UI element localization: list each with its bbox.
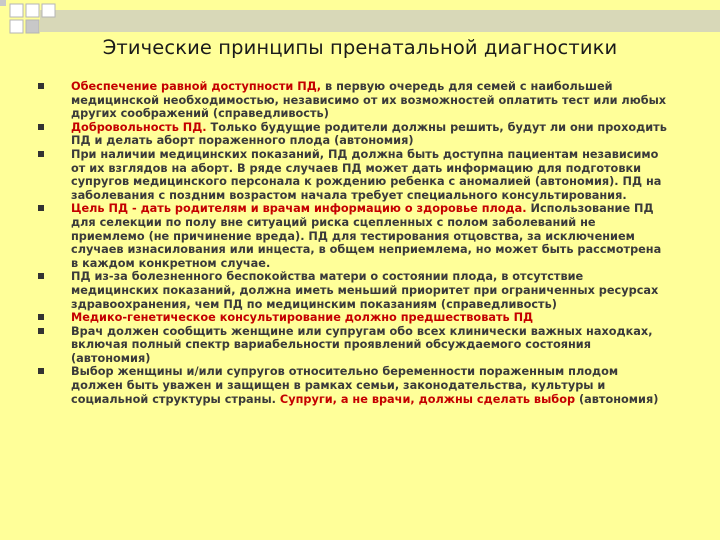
bullet-text: ПД из-за болезненного беспокойства матери о состоянии плода, в отсутствие медицинских показаний, должна иметь меньший приоритет при ограниченных ресурсах здравоохранения, чем ПД по медицинским показаниям (справедливость) — [71, 270, 659, 311]
decor-square — [10, 20, 23, 33]
bullet-item — [38, 270, 668, 311]
bullet-item — [38, 325, 668, 366]
top-decor-bar — [40, 10, 720, 32]
bullet-item — [38, 365, 668, 406]
bullet-marker-icon — [38, 83, 44, 89]
decor-square — [10, 4, 23, 17]
bullet-marker-icon — [38, 273, 44, 279]
bullet-text: Только будущие родители должны решить, будут ли они проходить ПД и делать аборт пораженного плода (автономия) — [71, 120, 667, 148]
bullet-item — [38, 148, 668, 202]
bullet-item — [38, 80, 668, 121]
bullet-text: Использование ПД для селекции по полу вне ситуаций риска сцепленных с полом заболеваний не приемлемо (не причинение вреда). ПД для тестирования отцовства, за исключением случаев изнасилования или инцеста, в общем неприемлема, но может быть рассмотрена в каждом конкретном случае. — [71, 202, 662, 270]
bullet-text-tail: (автономия) — [575, 392, 659, 406]
bullet-emphasis: Медико-генетическое консультирование должно предшествовать ПД — [71, 311, 534, 325]
bullet-emphasis: Супруги, а не врачи, должны сделать выбор — [275, 392, 576, 406]
bullet-item — [38, 202, 668, 270]
decor-square — [26, 4, 39, 17]
bullet-marker-icon — [38, 124, 44, 130]
bullet-text: в первую очередь для семей с наибольшей медицинской необходимостью, независимо от их возможностей оплатить тест или любых других соображений (справедливость) — [71, 80, 667, 121]
bullet-text: Врач должен сообщить женщине или супругам обо всех клинически важных находках, включая полный спектр вариабельности проявлений обсуждаемого состояния (автономия) — [71, 324, 653, 365]
bullet-emphasis: Цель ПД - дать родителям и врачам информацию о здоровье плода. — [71, 202, 527, 216]
bullet-emphasis: Обеспечение равной доступности ПД, — [71, 80, 322, 93]
decor-square — [26, 20, 39, 33]
bullet-text: Выбор женщины и/или супругов относительно беременности пораженным плодом должен быть уважен и защищен в рамках семьи, законодательства, культуры и социальной структуры страны. — [71, 365, 619, 406]
bullet-emphasis: Добровольность ПД. — [71, 120, 207, 134]
bullet-list — [38, 80, 668, 406]
bullet-marker-icon — [38, 205, 44, 211]
bullet-text: При наличии медицинских показаний, ПД должна быть доступна пациентам независимо от их взглядов на аборт. В ряде случаев ПД может дать информацию для подготовки супругов медицинского персонала к рождению ребенка с аномалией (автономия). ПД на заболевания с поздним возрастом начала требует специального консультирования. — [71, 147, 662, 202]
bullet-item — [38, 311, 668, 325]
decor-square — [42, 4, 55, 17]
bullet-marker-icon — [38, 151, 44, 157]
bullet-item — [38, 121, 668, 148]
bullet-marker-icon — [38, 368, 44, 374]
decor-square — [0, 0, 6, 6]
bullet-marker-icon — [38, 314, 44, 320]
corner-decoration — [0, 0, 720, 40]
bullet-marker-icon — [38, 328, 44, 334]
slide-title: Этические принципы пренатальной диагностики — [102, 36, 618, 59]
